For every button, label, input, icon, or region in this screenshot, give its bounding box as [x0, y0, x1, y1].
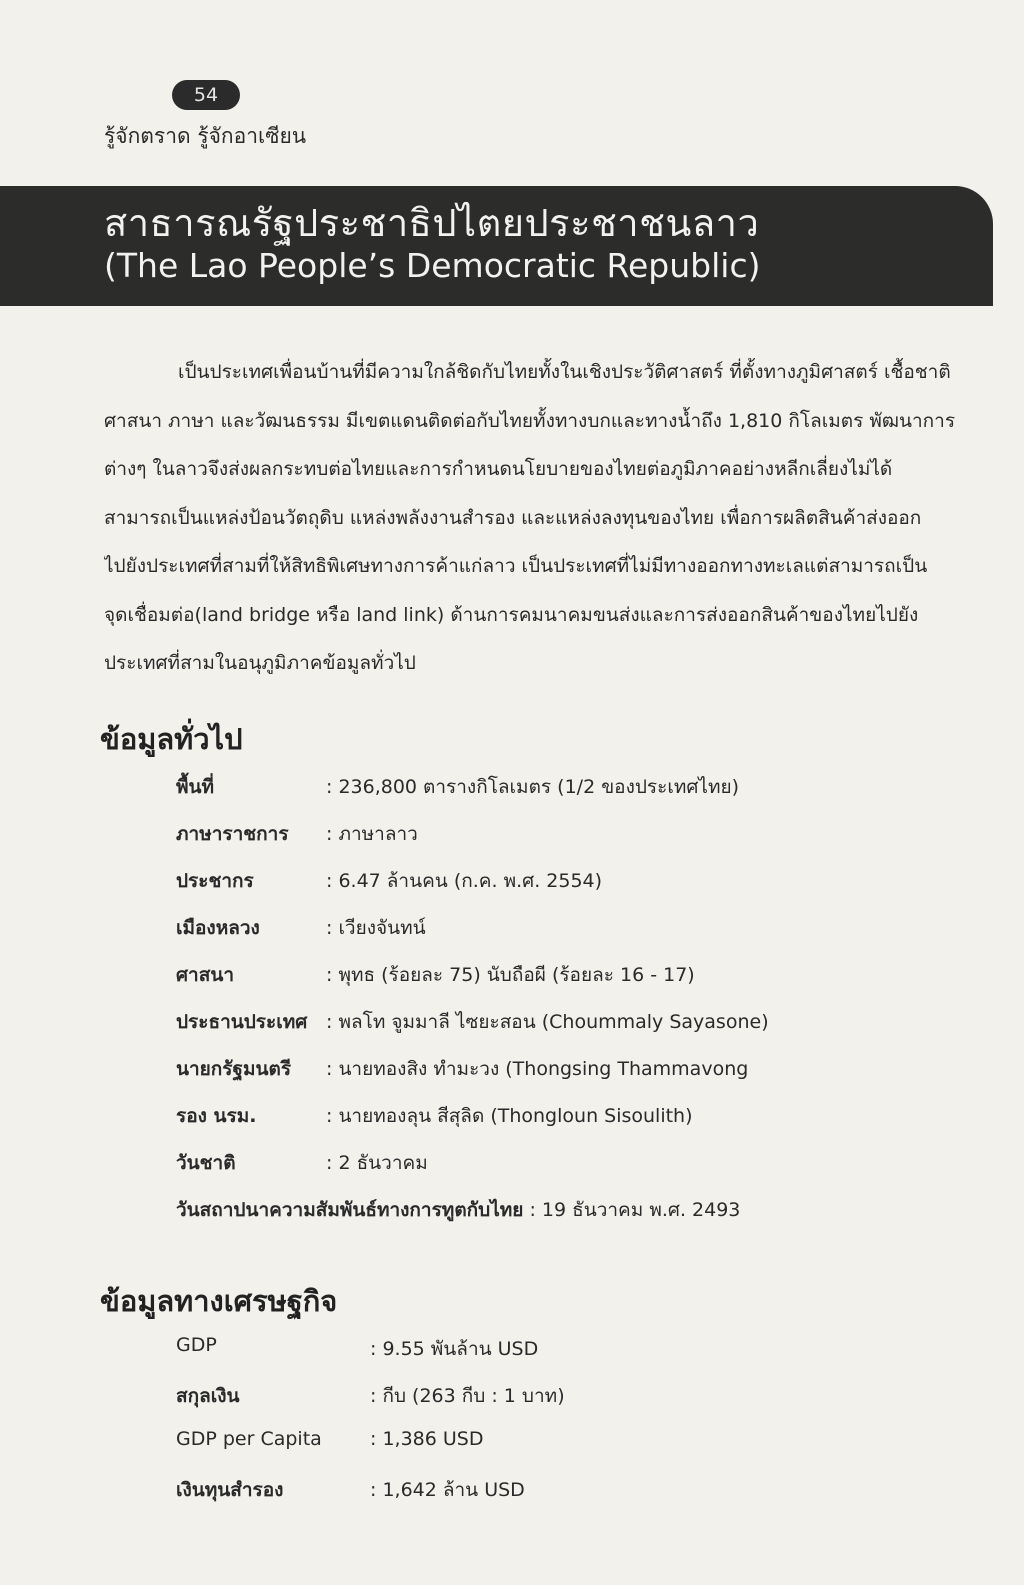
info-key: เมืองหลวง — [176, 917, 260, 939]
info-key: สกุลเงิน — [176, 1385, 240, 1407]
intro-line: สามารถเป็นแหล่งป้อนวัตถุดิบ แหล่งพลังงานสำรอง และแหล่งลงทุนของไทย เพื่อการผลิตสินค้าส่งออก — [104, 506, 922, 529]
info-row — [176, 913, 740, 960]
intro-line: เป็นประเทศเพื่อนบ้านที่มีความใกล้ชิดกับไทยทั้งในเชิงประวัติศาสตร์ ที่ตั้งทางภูมิศาสตร์ เชื้อชาติ — [178, 361, 951, 383]
intro-line: ศาสนา ภาษา และวัฒนธรรม มีเขตแดนติดต่อกับไทยทั้งทางบกและทางน้ำถึง 1,810 กิโลเมตร พัฒนาการ — [104, 409, 956, 432]
country-title-thai: สาธารณรัฐประชาธิปไตยประชาชนลาว — [104, 201, 760, 245]
info-row — [176, 819, 740, 866]
info-value: : 236,800 ตารางกิโลเมตร (1/2 ของประเทศไทย) — [326, 776, 740, 798]
info-key: GDP per Capita — [176, 1428, 322, 1450]
info-value: : พุทธ (ร้อยละ 75) นับถือผี (ร้อยละ 16 - 17) — [326, 964, 695, 986]
info-row — [176, 866, 740, 913]
info-value: : 1,642 ล้าน USD — [370, 1479, 525, 1501]
info-key: GDP — [176, 1334, 217, 1356]
info-key: พื้นที่ — [176, 776, 215, 798]
book-title: รู้จักตราด รู้จักอาเซียน — [104, 124, 307, 148]
info-row — [176, 1007, 769, 1054]
general-info-heading: ข้อมูลทั่วไป — [100, 722, 243, 756]
info-value: : เวียงจันทน์ — [326, 917, 426, 939]
info-value: : 2 ธันวาคม — [326, 1152, 428, 1174]
economic-info-heading: ข้อมูลทางเศรษฐกิจ — [100, 1284, 338, 1318]
info-key: รอง นรม. — [176, 1105, 257, 1127]
info-value: : 9.55 พันล้าน USD — [370, 1338, 539, 1360]
info-key: ศาสนา — [176, 964, 234, 986]
page-number: 54 — [172, 80, 240, 110]
info-value: : 1,386 USD — [370, 1428, 484, 1450]
info-row — [176, 1101, 740, 1148]
info-value: : ภาษาลาว — [326, 823, 418, 845]
general-info-table — [176, 772, 769, 1242]
info-row — [176, 960, 740, 1007]
intro-line: จุดเชื่อมต่อ(land bridge หรือ land link) ด้านการคมนาคมขนส่งและการส่งออกสินค้าของไทยไปยัง — [104, 603, 919, 626]
info-row — [176, 772, 740, 819]
info-key: เงินทุนสำรอง — [176, 1479, 284, 1501]
info-row — [176, 1148, 740, 1195]
info-key: วันชาติ — [176, 1152, 236, 1174]
info-key: ประชากร — [176, 870, 254, 892]
info-value: : นายทองสิง ทำมะวง (Thongsing Thammavong — [326, 1058, 749, 1080]
info-row — [176, 1054, 749, 1101]
info-key: วันสถาปนาความสัมพันธ์ทางการทูตกับไทย — [176, 1199, 524, 1221]
info-value: : กีบ (263 กีบ : 1 บาท) — [370, 1385, 565, 1407]
intro-paragraph — [104, 348, 990, 688]
info-key: ประธานประเทศ — [176, 1011, 308, 1033]
info-row — [176, 1195, 740, 1242]
info-value: : 6.47 ล้านคน (ก.ค. พ.ศ. 2554) — [326, 870, 603, 892]
info-value: : พลโท จูมมาลี ไซยะสอน (Choummaly Sayasone) — [326, 1011, 769, 1033]
info-value: : นายทองลุน สีสุลิด (Thongloun Sisoulith) — [326, 1105, 693, 1127]
info-value: : 19 ธันวาคม พ.ศ. 2493 — [523, 1199, 741, 1221]
country-title-english: (The Lao People’s Democratic Republic) — [104, 246, 761, 285]
info-key: นายกรัฐมนตรี — [176, 1058, 292, 1080]
intro-line: ต่างๆ ในลาวจึงส่งผลกระทบต่อไทยและการกำหนดนโยบายของไทยต่อภูมิภาคอย่างหลีกเลี่ยงไม่ได้ — [104, 458, 893, 480]
intro-line: ประเทศที่สามในอนุภูมิภาคข้อมูลทั่วไป — [104, 652, 416, 674]
title-banner — [0, 186, 993, 306]
intro-line: ไปยังประเทศที่สามที่ให้สิทธิพิเศษทางการค้าแก่ลาว เป็นประเทศที่ไม่มีทางออกทางทะเลแต่สามารถเป็น — [104, 555, 928, 577]
info-key: ภาษาราชการ — [176, 823, 289, 845]
